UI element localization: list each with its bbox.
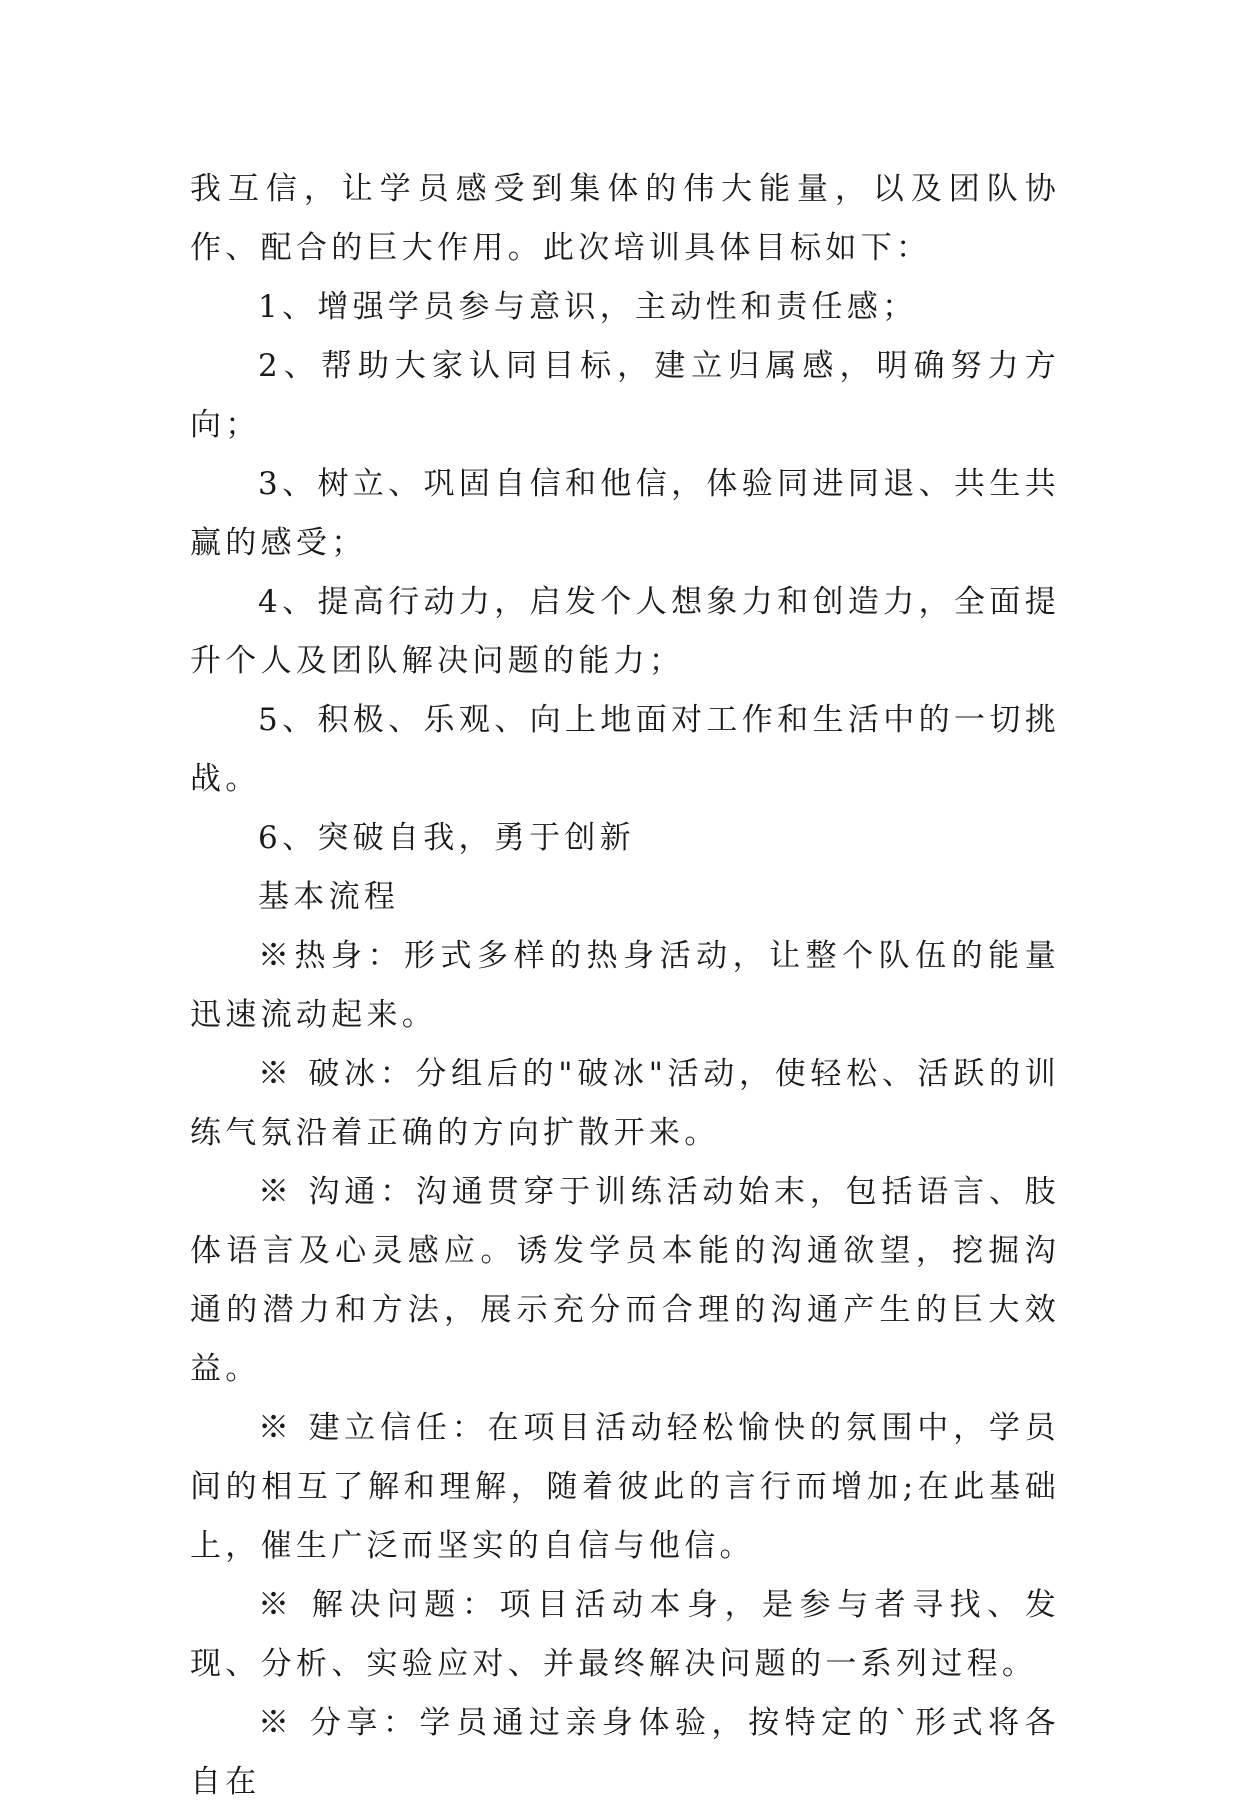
process-step-trust: ※ 建立信任：在项目活动轻松愉快的氛围中，学员间的相互了解和理解，随着彼此的言行而增加;在此基础上，催生广泛而坚实的自信与他信。: [190, 1410, 1060, 1564]
document-body: [190, 160, 1060, 1812]
process-step-warmup: ※热身：形式多样的热身活动，让整个队伍的能量迅速流动起来。: [190, 938, 1060, 1033]
process-step-icebreak: ※ 破冰：分组后的"破冰"活动，使轻松、活跃的训练气氛沿着正确的方向扩散开来。: [190, 1056, 1060, 1151]
goal-item-5: 5、积极、乐观、向上地面对工作和生活中的一切挑战。: [190, 702, 1060, 797]
goal-item-2: 2、帮助大家认同目标，建立归属感，明确努力方向；: [190, 348, 1060, 443]
process-step-communication: ※ 沟通：沟通贯穿于训练活动始末，包括语言、肢体语言及心灵感应。诱发学员本能的沟通欲望，挖掘沟通的潜力和方法，展示充分而合理的沟通产生的巨大效益。: [190, 1174, 1060, 1387]
goal-item-1: 1、增强学员参与意识，主动性和责任感；: [258, 289, 918, 325]
process-step-sharing: ※ 分享：学员通过亲身体验，按特定的`形式将各自在: [190, 1705, 1060, 1800]
goal-item-6: 6、突破自我，勇于创新: [258, 820, 636, 856]
body-paragraph: 我互信，让学员感受到集体的伟大能量，以及团队协作、配合的巨大作用。此次培训具体目标如下：: [190, 171, 1060, 266]
process-step-problem-solving: ※ 解决问题：项目活动本身，是参与者寻找、发现、分析、实验应对、并最终解决问题的一系列过程。: [190, 1587, 1060, 1682]
goal-item-3: 3、树立、巩固自信和他信，体验同进同退、共生共赢的感受；: [190, 466, 1060, 561]
goal-item-4: 4、提高行动力，启发个人想象力和创造力，全面提升个人及团队解决问题的能力；: [190, 584, 1060, 679]
section-heading: 基本流程: [258, 879, 400, 915]
